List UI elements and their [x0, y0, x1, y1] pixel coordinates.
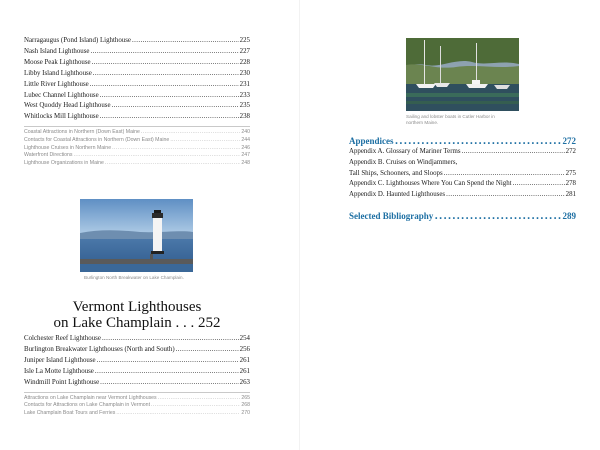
appendix-b-page: 275	[565, 169, 576, 177]
toc-leader	[97, 356, 239, 367]
appendix-b-entry[interactable]	[349, 169, 576, 180]
vermont-section-title	[24, 299, 250, 331]
toc-subentry-title: Contacts for Attractions on Lake Champlain in Vermont	[24, 402, 151, 409]
toc-entry-page: 231	[239, 80, 250, 88]
appendix-a-entry[interactable]	[349, 147, 576, 158]
toc-entry[interactable]	[24, 69, 250, 80]
toc-entry[interactable]	[24, 80, 250, 91]
toc-subentry[interactable]	[24, 395, 250, 403]
toc-entry-page: 238	[239, 113, 250, 121]
toc-entry[interactable]	[24, 356, 250, 367]
vermont-subentries	[24, 395, 250, 418]
toc-entry-page: 227	[239, 47, 250, 55]
toc-subentry[interactable]	[24, 129, 250, 137]
vermont-title-line1: Vermont Lighthouses	[72, 299, 202, 315]
toc-entry-title: Colchester Reef Lighthouse	[24, 335, 101, 342]
toc-leader	[158, 395, 241, 403]
section-divider	[24, 392, 250, 393]
appendices-heading-title: Appendices	[349, 136, 394, 146]
vermont-toc	[24, 334, 250, 418]
bibliography-heading-title: Selected Bibliography	[349, 210, 434, 221]
right-page	[300, 0, 600, 450]
toc-leader	[100, 91, 239, 102]
appendix-c-page: 278	[565, 180, 576, 188]
toc-subentry-title: Lake Champlain Boat Tours and Ferries	[24, 409, 116, 416]
toc-leader	[92, 58, 239, 69]
toc-entry[interactable]	[24, 58, 250, 69]
toc-leader	[141, 129, 240, 137]
toc-leader	[112, 101, 239, 112]
toc-leader	[105, 160, 240, 168]
toc-leader	[100, 378, 239, 389]
harbor-caption-line1: Sailing and lobster boats in Cutler Harbor in	[406, 114, 495, 119]
maine-subentries	[24, 129, 250, 168]
toc-leader	[102, 334, 239, 345]
spacer	[349, 201, 576, 209]
toc-entry[interactable]	[24, 367, 250, 378]
toc-entry-title: Libby Island Lighthouse	[24, 69, 92, 77]
toc-leader	[116, 410, 240, 418]
section-divider	[24, 126, 250, 127]
toc-entry-page: 261	[239, 356, 250, 364]
appendix-d-title: Appendix D. Haunted Lighthouses	[349, 191, 446, 199]
toc-entry-title: West Quoddy Head Lighthouse	[24, 102, 111, 110]
toc-entry-page: 225	[239, 37, 250, 44]
lighthouse-photo-image	[80, 199, 193, 272]
toc-entry-page: 261	[239, 367, 250, 375]
toc-leader	[90, 47, 238, 58]
toc-entry[interactable]	[24, 345, 250, 356]
toc-entry[interactable]	[24, 47, 250, 58]
toc-entry-title: Little River Lighthouse	[24, 80, 89, 88]
lighthouse-photo	[80, 199, 193, 272]
toc-entry-title: Isle La Motte Lighthouse	[24, 367, 94, 375]
toc-leader	[513, 179, 565, 190]
toc-subentry-title: Contacts for Coastal Attractions in Northern (Down East) Maine	[24, 136, 170, 143]
toc-entry-page: 263	[239, 378, 250, 386]
toc-entry-title: Lubec Channel Lighthouse	[24, 91, 99, 99]
toc-subentry[interactable]	[24, 410, 250, 418]
toc-entry-title: Narragaugus (Pond Island) Lighthouse	[24, 37, 131, 44]
toc-subentry-page: 265	[241, 394, 250, 401]
toc-leader	[446, 190, 565, 201]
toc-subentry-page: 246	[241, 144, 250, 151]
toc-leader	[90, 80, 239, 91]
toc-subentry-title: Waterfront Directions	[24, 152, 73, 159]
toc-subentry-title: Lighthouse Organizations in Maine	[24, 160, 104, 167]
toc-leader	[132, 36, 239, 47]
toc-subentry-title: Attractions on Lake Champlain near Vermont Lighthouses	[24, 394, 157, 401]
toc-leader	[112, 145, 240, 153]
toc-entry-title: Juniper Island Lighthouse	[24, 356, 96, 364]
toc-entry-title: Moose Peak Lighthouse	[24, 58, 91, 66]
toc-entry-title: Windmill Point Lighthouse	[24, 378, 100, 386]
harbor-photo-image	[406, 38, 519, 111]
toc-leader	[176, 345, 239, 356]
toc-leader	[434, 209, 561, 221]
bibliography-heading[interactable]	[349, 209, 576, 222]
toc-entry-title: Whitlocks Mill Lighthouse	[24, 113, 99, 121]
harbor-caption-line2: northern Maine.	[406, 120, 439, 125]
toc-entry[interactable]	[24, 378, 250, 389]
toc-subentry[interactable]	[24, 152, 250, 160]
toc-leader	[93, 69, 239, 80]
appendix-b-line1[interactable]: Appendix B. Cruises on Windjammers,	[349, 158, 458, 166]
toc-leader	[462, 147, 565, 158]
toc-leader	[95, 367, 239, 378]
toc-subentry-page: 244	[241, 136, 250, 143]
harbor-photo-caption	[406, 114, 546, 126]
bibliography-heading-page: 289	[562, 210, 576, 221]
appendix-a-page: 272	[565, 148, 576, 155]
maine-toc	[24, 36, 250, 168]
appendices-heading-page: 272	[562, 136, 576, 146]
toc-subentry[interactable]	[24, 160, 250, 168]
toc-entry[interactable]	[24, 91, 250, 102]
toc-leader	[151, 402, 240, 410]
appendix-b-title: Tall Ships, Schooners, and Sloops	[349, 169, 443, 177]
toc-leader	[170, 137, 240, 145]
appendix-c-title: Appendix C. Lighthouses Where You Can Spend the Night	[349, 180, 512, 188]
toc-subentry-title: Coastal Attractions in Northern (Down East) Maine	[24, 129, 140, 136]
appendix-d-page: 281	[565, 191, 576, 199]
appendix-a-title: Appendix A. Glossary of Mariner Terms	[349, 148, 461, 155]
toc-entry-page: 228	[239, 58, 250, 66]
toc-subentry-title: Lighthouse Cruises in Northern Maine	[24, 144, 112, 151]
toc-subentry-page: 248	[241, 160, 250, 167]
toc-entry[interactable]	[24, 36, 250, 47]
appendices-section	[349, 134, 576, 222]
toc-leader	[444, 169, 565, 180]
appendix-c-entry[interactable]	[349, 179, 576, 190]
toc-entry-page: 233	[239, 91, 250, 99]
harbor-photo	[406, 38, 519, 111]
toc-leader	[100, 112, 239, 123]
toc-subentry-page: 247	[241, 152, 250, 159]
toc-subentry[interactable]	[24, 137, 250, 145]
toc-subentry-page: 268	[241, 402, 250, 409]
toc-subentry[interactable]	[24, 402, 250, 410]
toc-subentry-page: 240	[241, 129, 250, 136]
toc-entry-title: Nash Island Lighthouse	[24, 47, 90, 55]
toc-entry-page: 254	[239, 335, 250, 342]
toc-leader	[74, 152, 241, 160]
toc-subentry-page: 270	[241, 409, 250, 416]
toc-subentry[interactable]	[24, 145, 250, 153]
appendix-d-entry[interactable]	[349, 190, 576, 201]
toc-entry[interactable]	[24, 101, 250, 112]
toc-entry-page: 230	[239, 69, 250, 77]
toc-entry-page: 256	[239, 345, 250, 353]
toc-entry-page: 235	[239, 102, 250, 110]
lighthouse-photo-caption: Burlington North Breakwater on Lake Champlain.	[84, 275, 184, 280]
vermont-title-line2: on Lake Champlain . . . 252	[53, 315, 221, 331]
appendices-heading[interactable]	[349, 134, 576, 147]
toc-entry-title: Burlington Breakwater Lighthouses (North and South)	[24, 345, 175, 353]
toc-entry[interactable]	[24, 334, 250, 345]
toc-entry[interactable]	[24, 112, 250, 123]
toc-leader	[395, 134, 562, 146]
